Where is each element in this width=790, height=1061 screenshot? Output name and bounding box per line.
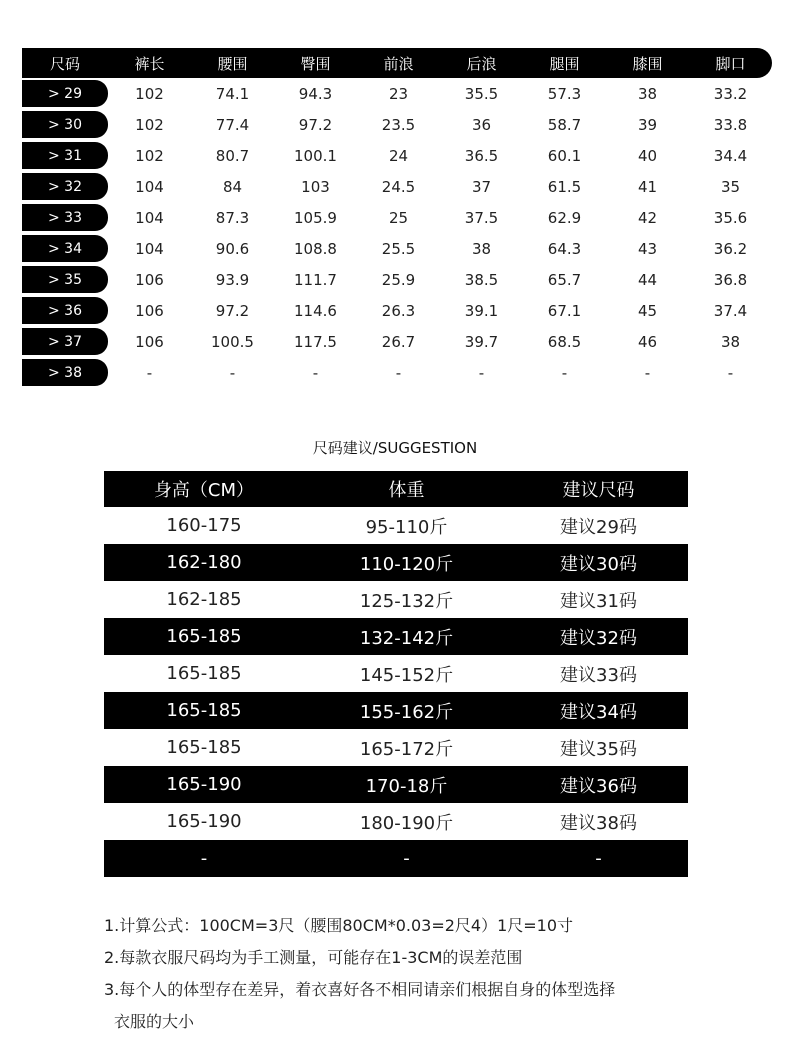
header-back-rise: 后浪 [466, 54, 497, 73]
size-cell: - [146, 363, 153, 382]
size-cell: 84 [222, 177, 243, 196]
size-label: > 37 [22, 328, 108, 355]
suggestion-cell: 165-185 [166, 700, 242, 721]
size-cell: 38 [720, 332, 741, 351]
suggestion-cell: 建议30码 [560, 553, 637, 575]
size-cell: 102 [135, 146, 164, 165]
size-cell: 102 [135, 115, 164, 134]
size-row [22, 326, 772, 357]
size-cell: - [312, 363, 319, 382]
header-size: 尺码 [49, 54, 80, 73]
size-cell: 37.5 [464, 208, 499, 227]
size-cell: 102 [135, 84, 164, 103]
suggestion-cell: 165-190 [166, 774, 242, 795]
size-cell: 23 [388, 84, 409, 103]
header-knee: 膝围 [632, 54, 663, 73]
size-cell: 57.3 [547, 84, 582, 103]
size-cell: 42 [637, 208, 658, 227]
suggestion-cell: 建议34码 [560, 701, 637, 723]
size-cell: 46 [637, 332, 658, 351]
size-cell: - [644, 363, 651, 382]
size-label: > 35 [22, 266, 108, 293]
header-hip: 臀围 [300, 54, 331, 73]
size-row [22, 140, 772, 171]
suggestion-row [104, 729, 688, 766]
size-cell: 35.6 [713, 208, 748, 227]
size-cell: 104 [135, 177, 164, 196]
suggestion-row [104, 766, 688, 803]
size-table [22, 48, 772, 388]
header-thigh: 腿围 [549, 54, 580, 73]
suggestion-table-body [104, 507, 688, 877]
suggestion-cell: 132-142斤 [359, 627, 454, 649]
suggestion-cell: 建议29码 [560, 516, 637, 538]
size-table-body [22, 78, 772, 388]
size-row [22, 264, 772, 295]
size-cell: 108.8 [294, 239, 337, 258]
suggestion-cell: 建议38码 [560, 812, 637, 834]
header-waist: 腰围 [217, 54, 248, 73]
size-table-header [22, 48, 772, 78]
suggestion-row [104, 692, 688, 729]
size-cell: 87.3 [215, 208, 250, 227]
size-row [22, 78, 772, 109]
suggestion-cell: 125-132斤 [359, 590, 454, 612]
size-cell: - [478, 363, 485, 382]
size-cell: 36.5 [464, 146, 499, 165]
size-label: > 32 [22, 173, 108, 200]
suggestion-row [104, 544, 688, 581]
note-2: 2.每款衣服尺码均为手工测量，可能存在1-3CM的误差范围 [104, 948, 523, 967]
size-label: > 33 [22, 204, 108, 231]
size-cell: 36.8 [713, 270, 748, 289]
size-cell: 35.5 [464, 84, 499, 103]
suggestion-cell: 165-185 [166, 737, 242, 758]
size-cell: 24 [388, 146, 409, 165]
size-cell: 24.5 [381, 177, 416, 196]
size-cell: 80.7 [215, 146, 250, 165]
suggestion-cell: 165-185 [166, 626, 242, 647]
suggestion-cell: 145-152斤 [359, 664, 454, 686]
size-cell: 40 [637, 146, 658, 165]
size-cell: 34.4 [713, 146, 748, 165]
size-cell: 100.1 [294, 146, 337, 165]
size-cell: 25 [388, 208, 409, 227]
suggestion-cell: 建议36码 [560, 775, 637, 797]
suggestion-cell: 110-120斤 [359, 553, 454, 575]
size-cell: 68.5 [547, 332, 582, 351]
note-3-continued: 衣服的大小 [114, 1012, 195, 1031]
suggestion-cell: 160-175 [166, 515, 242, 536]
size-cell: 103 [301, 177, 330, 196]
size-cell: 77.4 [215, 115, 250, 134]
size-cell: 97.2 [215, 301, 250, 320]
size-cell: 117.5 [294, 332, 337, 351]
suggestion-cell: 95-110斤 [365, 516, 448, 538]
size-cell: 38.5 [464, 270, 499, 289]
size-cell: - [561, 363, 568, 382]
note-1: 1.计算公式：100CM=3尺（腰围80CM*0.03=2尺4）1尺=10寸 [104, 916, 574, 935]
size-cell: 36.2 [713, 239, 748, 258]
suggestion-cell: - [403, 848, 410, 869]
size-cell: 25.9 [381, 270, 416, 289]
suggestion-cell: 162-185 [166, 589, 242, 610]
suggestion-cell: 建议32码 [560, 627, 637, 649]
suggestion-cell: 165-185 [166, 663, 242, 684]
size-cell: - [229, 363, 236, 382]
size-cell: - [395, 363, 402, 382]
size-cell: 23.5 [381, 115, 416, 134]
suggestion-cell: 155-162斤 [359, 701, 454, 723]
size-cell: 58.7 [547, 115, 582, 134]
size-cell: 39.7 [464, 332, 499, 351]
size-cell: 105.9 [294, 208, 337, 227]
header-front-rise: 前浪 [383, 54, 414, 73]
size-label: > 38 [22, 359, 108, 386]
size-cell: 26.3 [381, 301, 416, 320]
suggestion-row [104, 840, 688, 877]
size-label: > 30 [22, 111, 108, 138]
size-cell: 61.5 [547, 177, 582, 196]
suggestion-header [104, 471, 688, 507]
size-label: > 34 [22, 235, 108, 262]
size-cell: 39 [637, 115, 658, 134]
header-suggested-size: 建议尺码 [562, 480, 635, 501]
suggestion-table [104, 471, 688, 877]
suggestion-row [104, 803, 688, 840]
suggestion-cell: 建议33码 [560, 664, 637, 686]
size-cell: 33.8 [713, 115, 748, 134]
suggestion-cell: - [595, 848, 602, 869]
size-cell: 33.2 [713, 84, 748, 103]
size-cell: 37 [471, 177, 492, 196]
size-cell: 97.2 [298, 115, 333, 134]
size-cell: 106 [135, 301, 164, 320]
size-cell: 64.3 [547, 239, 582, 258]
suggestion-cell: 165-172斤 [359, 738, 454, 760]
size-cell: 106 [135, 270, 164, 289]
suggestion-cell: 170-18斤 [365, 775, 448, 797]
size-cell: 93.9 [215, 270, 250, 289]
size-cell: 38 [637, 84, 658, 103]
size-row [22, 295, 772, 326]
size-cell: 104 [135, 208, 164, 227]
suggestion-cell: - [200, 848, 208, 869]
header-hem: 脚口 [715, 54, 746, 73]
size-cell: 111.7 [294, 270, 337, 289]
suggestion-cell: 建议31码 [560, 590, 637, 612]
note-3: 3.每个人的体型存在差异，着衣喜好各不相同请亲们根据自身的体型选择 [104, 980, 616, 999]
size-cell: 38 [471, 239, 492, 258]
size-cell: 25.5 [381, 239, 416, 258]
size-cell: 65.7 [547, 270, 582, 289]
header-length: 裤长 [134, 54, 165, 73]
size-cell: 100.5 [211, 332, 254, 351]
suggestion-row [104, 618, 688, 655]
size-cell: 37.4 [713, 301, 748, 320]
size-label: > 31 [22, 142, 108, 169]
size-cell: 44 [637, 270, 658, 289]
suggestion-cell: 180-190斤 [359, 812, 454, 834]
size-cell: 67.1 [547, 301, 582, 320]
size-cell: 39.1 [464, 301, 499, 320]
suggestion-cell: 162-180 [166, 552, 242, 573]
suggestion-title: 尺码建议/SUGGESTION [312, 439, 478, 457]
size-cell: 114.6 [294, 301, 337, 320]
size-cell: 41 [637, 177, 658, 196]
size-label: > 36 [22, 297, 108, 324]
size-cell: 45 [637, 301, 658, 320]
size-row [22, 233, 772, 264]
size-row [22, 357, 772, 388]
notes [104, 913, 744, 1041]
size-cell: 60.1 [547, 146, 582, 165]
suggestion-cell: 165-190 [166, 811, 242, 832]
suggestion-row [104, 507, 688, 544]
size-cell: 26.7 [381, 332, 416, 351]
suggestion-cell: 建议35码 [560, 738, 637, 760]
size-cell: 74.1 [215, 84, 250, 103]
size-row [22, 109, 772, 140]
size-row [22, 171, 772, 202]
suggestion-row [104, 581, 688, 618]
size-cell: 94.3 [298, 84, 333, 103]
size-cell: 104 [135, 239, 164, 258]
size-cell: 35 [720, 177, 741, 196]
header-height: 身高（CM） [153, 480, 255, 501]
size-row [22, 202, 772, 233]
size-cell: 62.9 [547, 208, 582, 227]
header-weight: 体重 [388, 480, 425, 501]
size-cell: 36 [471, 115, 492, 134]
size-cell: 90.6 [215, 239, 250, 258]
size-label: > 29 [22, 80, 108, 107]
size-cell: 43 [637, 239, 658, 258]
suggestion-row [104, 655, 688, 692]
size-cell: 106 [135, 332, 164, 351]
size-cell: - [727, 363, 734, 382]
